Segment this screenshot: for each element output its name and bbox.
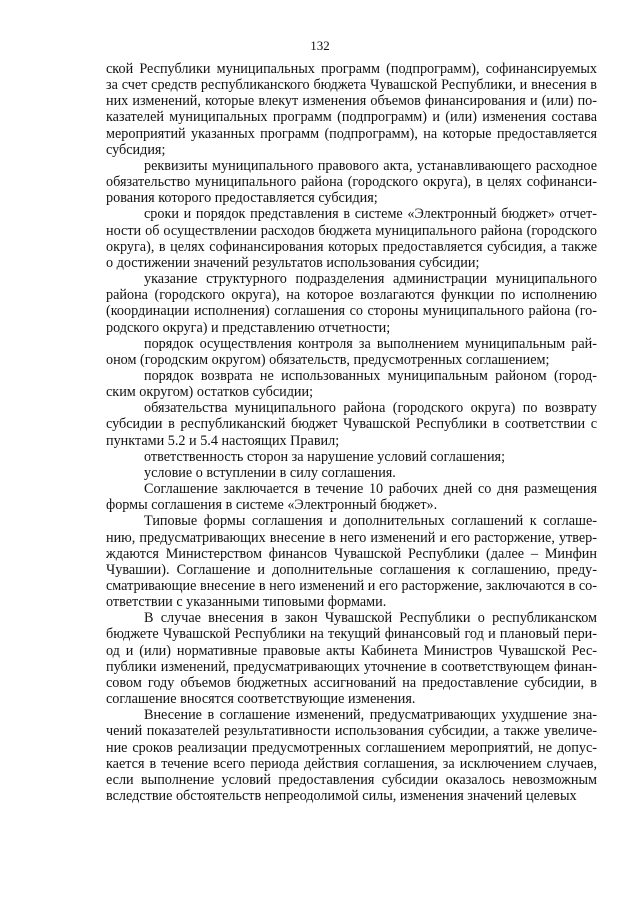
paragraph: порядок осуществления контроля за выполнением муниципальным районом (городским округом) обязательств, предусмотренных соглашением; [106, 335, 597, 368]
paragraph: В случае внесения в закон Чувашской Республики о республиканском бюджете Чувашской Республики на текущий финансовый год и плановый период и (или) нормативные правовые акты Кабинета Министров Чувашской Республики изменений, предусматривающих уточнение в соответствующем финансовом году объемов бюджетных ассигнований на предоставление субсидии, в соглашение вносятся соответствующие изменения. [106, 610, 597, 708]
paragraph: ской Республики муниципальных программ (подпрограмм), софинансируемых за счет средств республиканского бюджета Чувашской Республики, и внесения в них изменений, которые влекут изменения объемов финансирования и (или) показателей муниципальных программ (подпрограмм) и (или) изменения состава мероприятий указанных программ (подпрограмм), на которые предоставляется субсидия; [106, 61, 597, 158]
paragraph: ответственность сторон за нарушение условий соглашения; [144, 448, 506, 465]
paragraph: условие о вступлении в силу соглашения. [144, 464, 396, 481]
document-body [106, 61, 597, 804]
paragraph: Внесение в соглашение изменений, предусматривающих ухудшение значений показателей результативности использования субсидии, а также увеличение сроков реализации предусмотренных соглашением мероприятий, не допускается в течение всего периода действия соглашения, за исключением случаев, если выполнение условий предоставления субсидии оказалось невозможным вследствие обстоятельств непреодолимой силы, изменения значений целевых [106, 707, 597, 805]
paragraph: сроки и порядок представления в системе «Электронный бюджет» отчетности об осуществлении расходов бюджета муниципального района (городского округа), в целях софинансирования которых предоставляется субсидия, а также о достижении значений результатов использования субсидии; [106, 206, 597, 271]
paragraph: обязательства муниципального района (городского округа) по возврату субсидии в республиканский бюджет Чувашской Республики в соответствии с пунктами 5.2 и 5.4 настоящих Правил; [106, 400, 597, 449]
paragraph: указание структурного подразделения администрации муниципального района (городского округа), на которое возлагаются функции по исполнению (координации исполнения) соглашения со стороны муниципального района (городского округа) и представлению отчетности; [106, 271, 597, 336]
paragraph: Соглашение заключается в течение 10 рабочих дней со дня размещения формы соглашения в системе «Электронный бюджет». [106, 481, 597, 514]
paragraph: реквизиты муниципального правового акта, устанавливающего расходное обязательство муниципального района (городского округа), в целях софинансирования которого предоставляется субсидия; [106, 157, 597, 207]
paragraph: Типовые формы соглашения и дополнительных соглашений к соглашению, предусматривающих внесение в него изменений и его расторжение, утверждаются Министерством финансов Чувашской Республики (далее – Минфин Чувашии). Соглашение и дополнительные соглашения к соглашению, предусматривающие внесение в него изменений и его расторжение, заключаются в соответствии с указанными типовыми формами. [106, 513, 597, 611]
page-number: 132 [310, 38, 330, 53]
paragraph: порядок возврата не использованных муниципальным районом (городским округом) остатков субсидии; [106, 367, 597, 401]
